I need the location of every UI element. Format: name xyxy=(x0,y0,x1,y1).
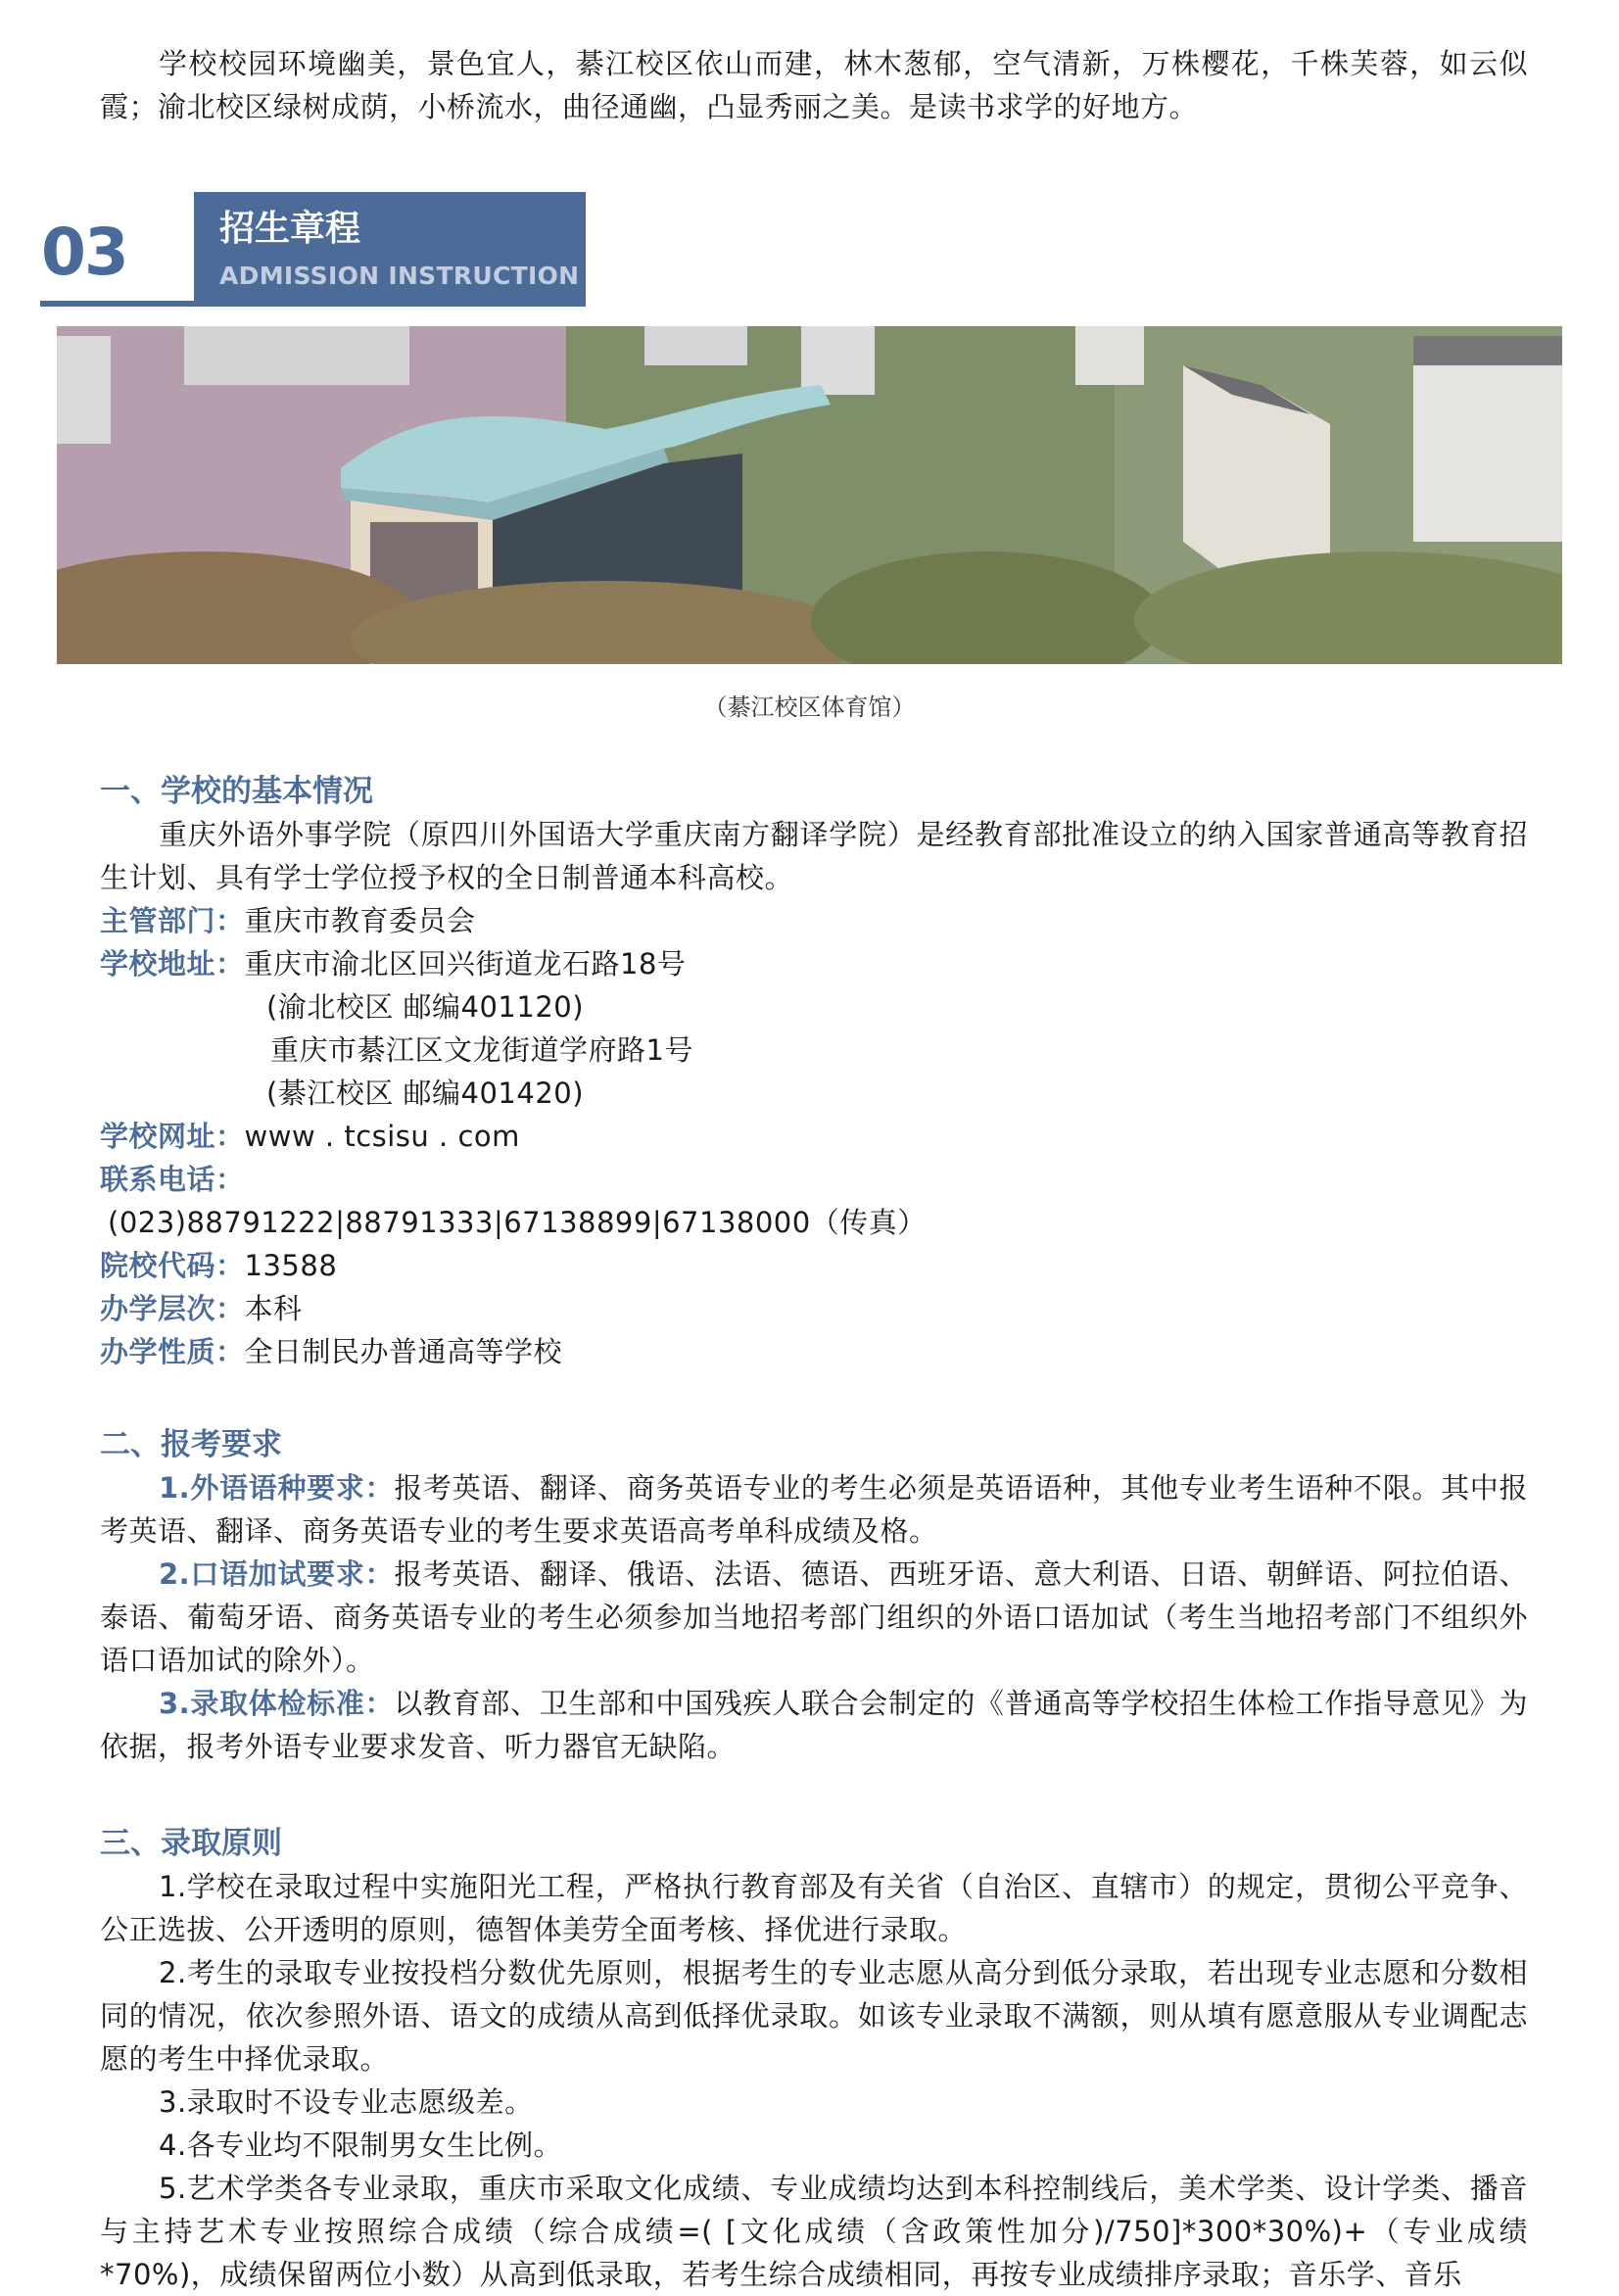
field-code-label: 院校代码： xyxy=(100,1249,245,1282)
field-address xyxy=(100,942,1528,985)
intro-block xyxy=(100,42,1528,128)
photo-caption: （綦江校区体育馆） xyxy=(703,694,916,721)
field-code xyxy=(100,1244,1528,1287)
field-phone-label: 联系电话： xyxy=(100,1163,245,1196)
section-title: 招生章程 xyxy=(219,209,361,249)
field-level-value: 本科 xyxy=(244,1292,303,1325)
field-address-line3: 重庆市綦江区文龙街道学府路1号 xyxy=(270,1033,693,1067)
field-phone xyxy=(100,1158,1528,1201)
field-authority xyxy=(100,899,1528,942)
section3-heading: 三、录取原则 xyxy=(100,1826,282,1861)
field-nature-value: 全日制民办普通高等学校 xyxy=(244,1335,563,1368)
field-authority-value: 重庆市教育委员会 xyxy=(244,904,476,937)
intro-paragraph: 学校校园环境幽美，景色宜人，綦江校区依山而建，林木葱郁，空气清新，万株樱花，千株芙蓉，如云似霞；渝北校区绿树成荫，小桥流水，曲径通幽，凸显秀丽之美。是读书求学的好地方。 xyxy=(100,47,1528,123)
field-address-line2: (渝北校区 邮编401120) xyxy=(266,990,585,1024)
principle-item: 2.考生的录取专业按投档分数优先原则，根据考生的专业志愿从高分到低分录取，若出现专业志愿和分数相同的情况，依次参照外语、语文的成绩从高到低择优录取。如该专业录取不满额，则从填有愿意服从专业调配志愿的考生中择优录取。 xyxy=(100,1956,1528,2076)
field-phone-value: (023)88791222|88791333|67138899|67138000（传真） xyxy=(108,1206,927,1239)
principle-item: 3.录取时不设专业志愿级差。 xyxy=(159,2085,534,2119)
section-title-box xyxy=(194,192,586,307)
field-level-label: 办学层次： xyxy=(100,1292,245,1325)
field-address-label: 学校地址： xyxy=(100,947,245,981)
field-authority-label: 主管部门： xyxy=(100,904,245,937)
requirement-item xyxy=(100,1553,1528,1682)
campus-gym-photo xyxy=(57,326,1562,664)
field-website xyxy=(100,1115,1528,1158)
requirement-text: 报考英语、翻译、俄语、法语、德语、西班牙语、意大利语、日语、朝鲜语、阿拉伯语、泰语、葡萄牙语、商务英语专业的考生必须参加当地招考部门组织的外语口语加试（考生当地招考部门不组织外语口语加试的除外）。 xyxy=(100,1557,1528,1677)
field-nature-label: 办学性质： xyxy=(100,1335,245,1368)
section1-intro: 重庆外语外事学院（原四川外国语大学重庆南方翻译学院）是经教育部批准设立的纳入国家普通高等教育招生计划、具有学士学位授予权的全日制普通本科高校。 xyxy=(100,818,1528,894)
section2-heading: 二、报考要求 xyxy=(100,1427,282,1462)
requirement-label: 1.外语语种要求： xyxy=(159,1471,395,1505)
principle-item: 5.艺术学类各专业录取，重庆市采取文化成绩、专业成绩均达到本科控制线后，美术学类、设计学类、播音与主持艺术专业按照综合成绩（综合成绩=( [文化成绩（含政策性加分)/750]*300*30%)+（专业成绩*70%)，成绩保留两位小数）从高到低录取，若考生综合成绩相同，再按专业成绩排序录取；音乐学、音乐 xyxy=(100,2172,1528,2291)
gym-aerial-illustration xyxy=(57,326,1562,664)
field-address-line4: (綦江校区 邮编401420) xyxy=(266,1076,585,1110)
requirement-item xyxy=(100,1682,1528,1768)
requirement-item xyxy=(100,1466,1528,1553)
field-nature xyxy=(100,1330,1528,1373)
field-address-line1: 重庆市渝北区回兴街道龙石路18号 xyxy=(244,947,687,981)
principle-item: 4.各专业均不限制男女生比例。 xyxy=(159,2129,563,2162)
section1-heading: 一、学校的基本情况 xyxy=(100,774,373,809)
section-admission-principles xyxy=(100,1822,1528,2296)
requirement-label: 3.录取体检标准： xyxy=(159,1687,395,1720)
requirement-label: 2.口语加试要求： xyxy=(159,1557,395,1591)
field-code-value: 13588 xyxy=(244,1249,338,1282)
field-level xyxy=(100,1287,1528,1330)
principle-item: 1.学校在录取过程中实施阳光工程，严格执行教育部及有关省（自治区、直辖市）的规定，贯彻公平竞争、公正选拔、公开透明的原则，德智体美劳全面考核、择优进行录取。 xyxy=(100,1870,1528,1946)
requirement-text: 以教育部、卫生部和中国残疾人联合会制定的《普通高等学校招生体检工作指导意见》为依据，报考外语专业要求发音、听力器官无缺陷。 xyxy=(100,1687,1528,1763)
requirement-text: 报考英语、翻译、商务英语专业的考生必须是英语语种，其他专业考生语种不限。其中报考英语、翻译、商务英语专业的考生要求英语高考单科成绩及格。 xyxy=(100,1471,1528,1548)
section-basic-info xyxy=(100,770,1528,1373)
section-number-underline xyxy=(40,301,197,307)
section-number: 03 xyxy=(41,215,127,290)
field-website-label: 学校网址： xyxy=(100,1120,245,1153)
section-application-requirements xyxy=(100,1423,1528,1768)
field-website-value[interactable]: www . tcsisu . com xyxy=(244,1120,520,1153)
section-subtitle: ADMISSION INSTRUCTION xyxy=(219,262,580,290)
